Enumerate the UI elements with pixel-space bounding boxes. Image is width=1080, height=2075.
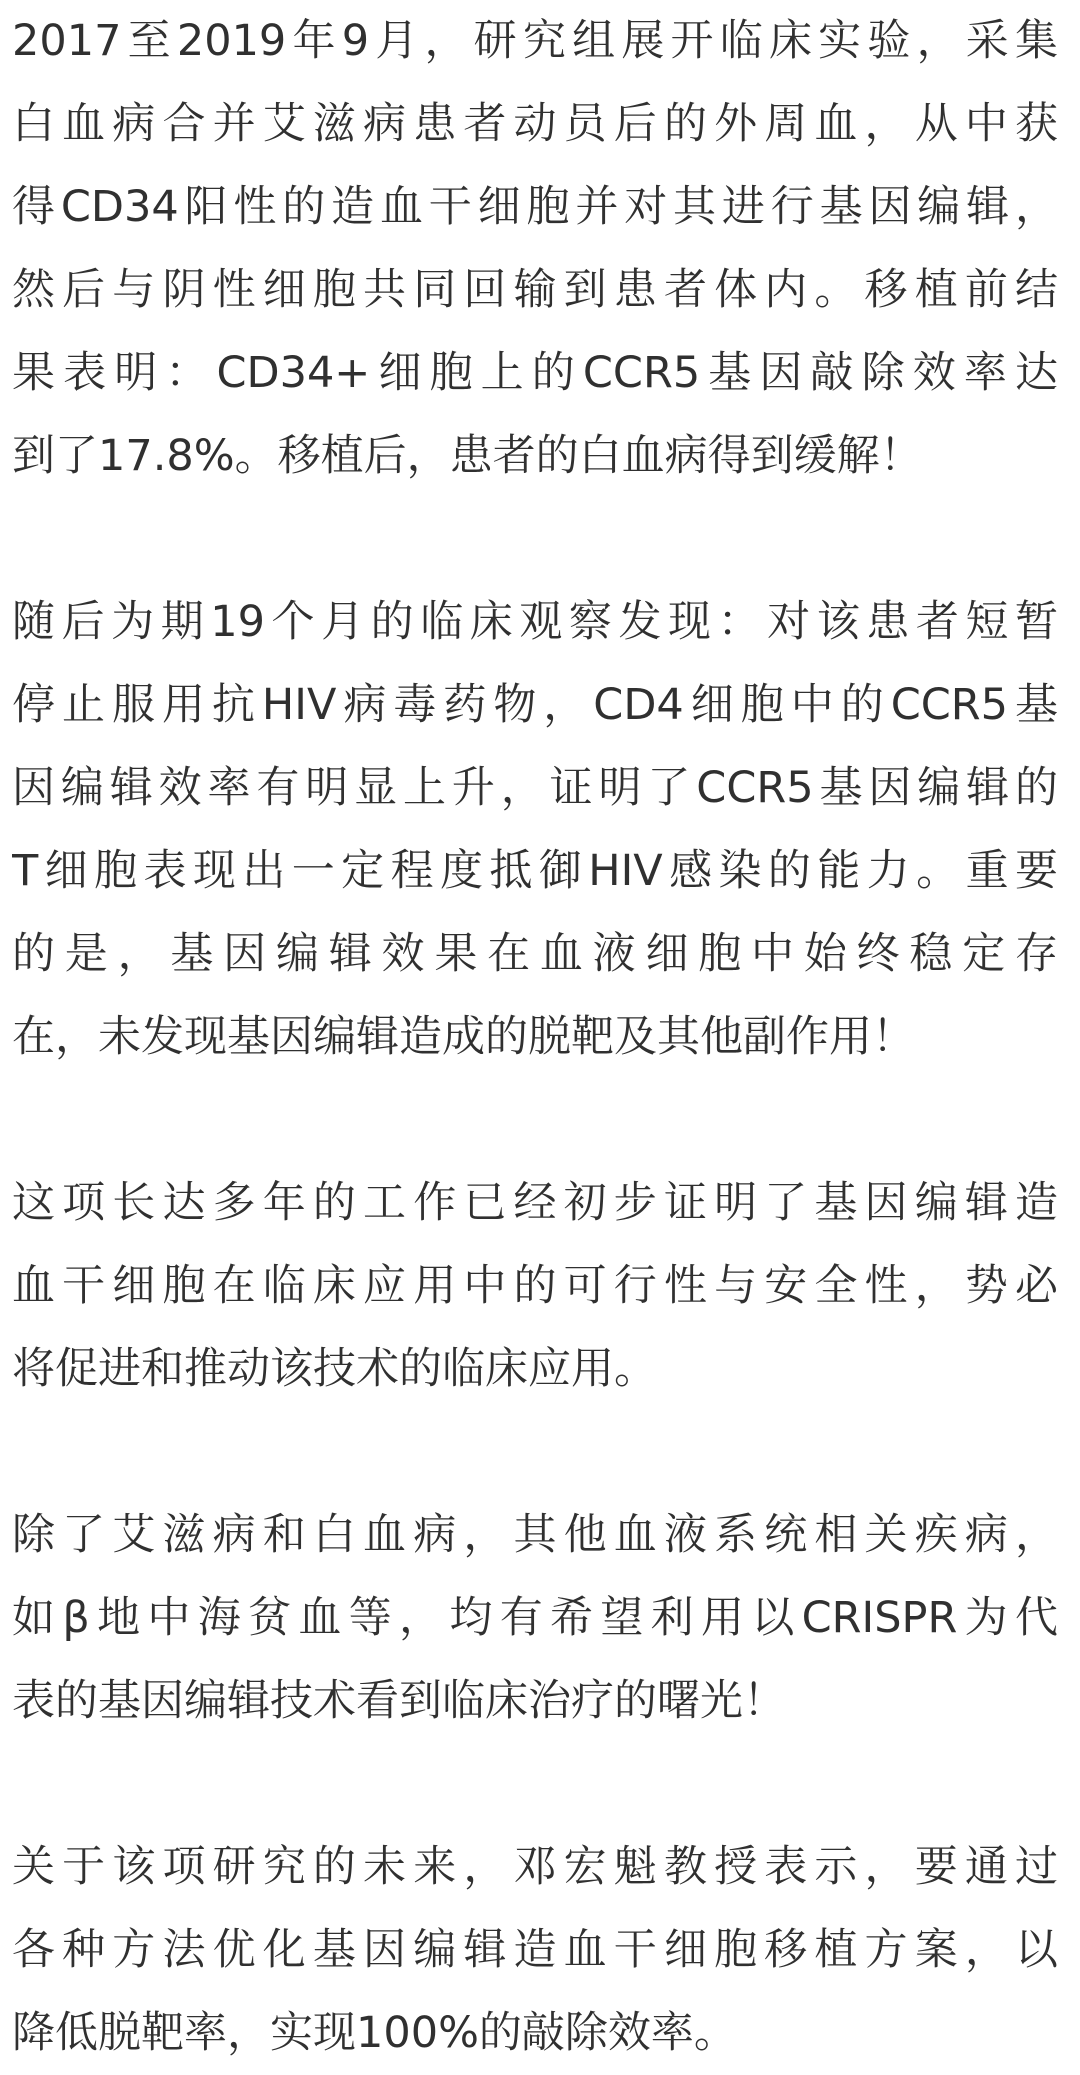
text-line: 在，未发现基因编辑造成的脱靶及其他副作用！ [12,1012,915,1062]
paragraph-spacer [12,1411,1058,1494]
article-body [12,0,1058,2069]
text-line: 随后为期19个月的临床观察发现：对该患者短暂 [12,597,1058,647]
text-line: 表的基因编辑技术看到临床治疗的曙光！ [12,1676,786,1726]
text-line: 2017至2019年9月，研究组展开临床实验，采集 [12,16,1058,66]
paragraph-other-diseases [12,1494,1058,1743]
paragraph-clinical-trial [12,0,1058,498]
text-line: T细胞表现出一定程度抵御HIV感染的能力。重要 [12,846,1058,896]
text-line: 得CD34阳性的造血干细胞并对其进行基因编辑， [12,182,1058,232]
text-line: 到了17.8%。移植后，患者的白血病得到缓解！ [12,431,923,481]
text-line: 的是，基因编辑效果在血液细胞中始终稳定存 [12,929,1058,979]
paragraph-spacer [12,1743,1058,1826]
text-line: 然后与阴性细胞共同回输到患者体内。移植前结 [12,265,1058,315]
paragraph-spacer [12,1079,1058,1162]
text-line: 如β地中海贫血等，均有希望利用以CRISPR为代 [12,1593,1058,1643]
text-line: 各种方法优化基因编辑造血干细胞移植方案，以 [12,1925,1058,1975]
text-line: 将促进和推动该技术的临床应用。 [12,1344,657,1394]
paragraph-observation [12,581,1058,1079]
text-line: 这项长达多年的工作已经初步证明了基因编辑造 [12,1178,1058,1228]
text-line: 关于该项研究的未来，邓宏魁教授表示，要通过 [12,1842,1058,1892]
text-line: 除了艾滋病和白血病，其他血液系统相关疾病， [12,1510,1058,1560]
text-line: 白血病合并艾滋病患者动员后的外周血，从中获 [12,99,1058,149]
text-line: 降低脱靶率，实现100%的敲除效率。 [12,2008,737,2058]
text-line: 血干细胞在临床应用中的可行性与安全性，势必 [12,1261,1058,1311]
paragraph-future [12,1826,1058,2075]
text-line: 果表明：CD34+细胞上的CCR5基因敲除效率达 [12,348,1058,398]
paragraph-feasibility [12,1162,1058,1411]
paragraph-spacer [12,498,1058,581]
text-line: 因编辑效率有明显上升，证明了CCR5基因编辑的 [12,763,1058,813]
text-line: 停止服用抗HIV病毒药物，CD4细胞中的CCR5基 [12,680,1058,730]
